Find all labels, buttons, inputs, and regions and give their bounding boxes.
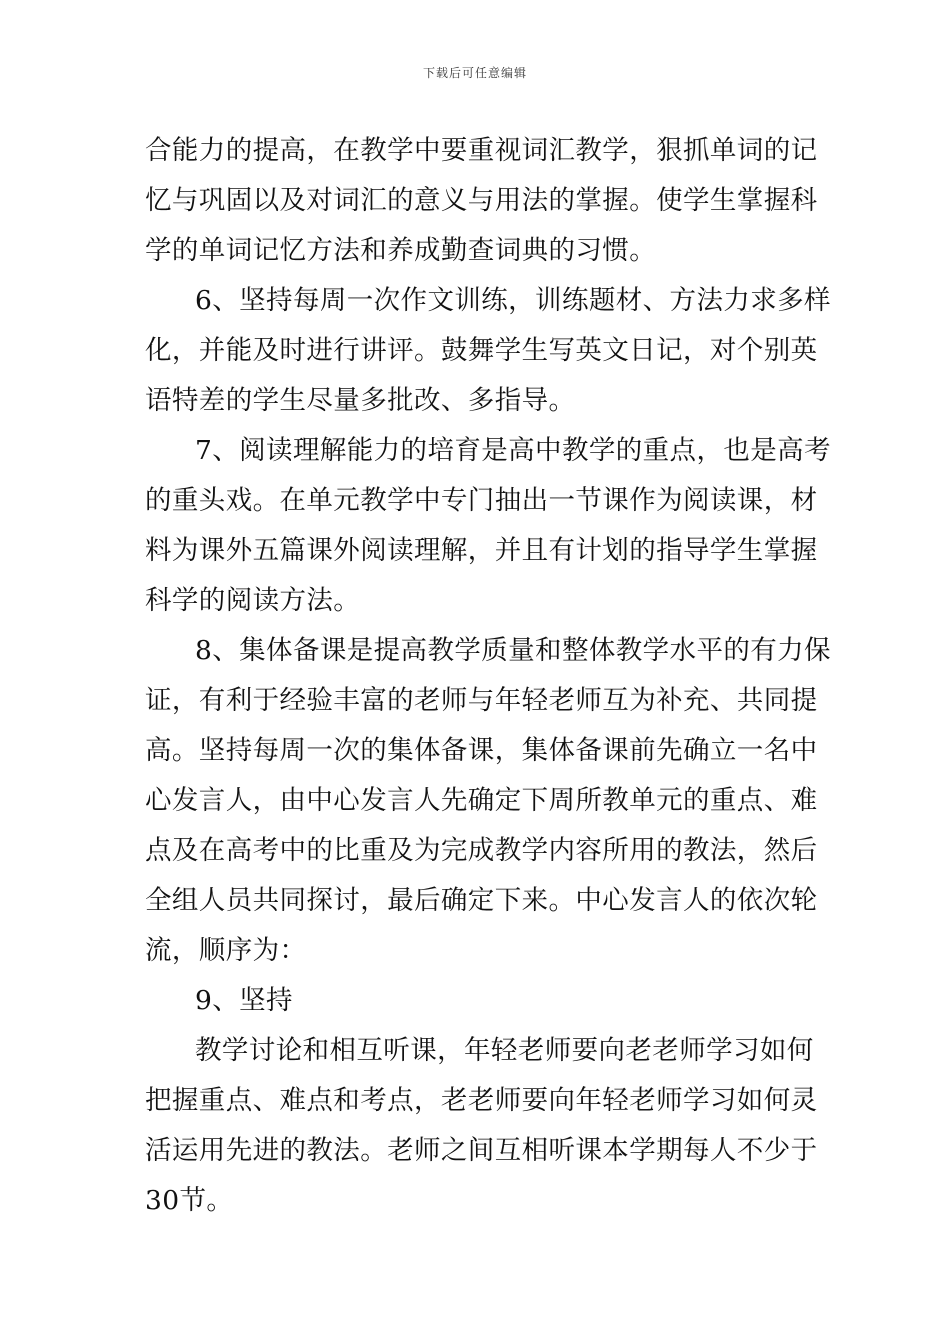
- text-line: 化，并能及时进行讲评。鼓舞学生写英文日记，对个别英: [145, 335, 818, 366]
- text-line: 料为课外五篇课外阅读理解，并且有计划的指导学生掌握: [145, 535, 818, 566]
- text-line: 学的单词记忆方法和养成勤查词典的习惯。: [145, 235, 657, 266]
- paragraph-item-6: 6、坚持每周一次作文训练，训练题材、方法力求多样: [195, 285, 831, 316]
- text-line: 点及在高考中的比重及为完成教学内容所用的教法，然后: [145, 835, 818, 866]
- text-line: 心发言人，由中心发言人先确定下周所教单元的重点、难: [145, 785, 818, 816]
- text-line: 的重头戏。在单元教学中专门抽出一节课作为阅读课，材: [145, 485, 818, 516]
- paragraph-item-7: 7、阅读理解能力的培育是高中教学的重点，也是高考: [195, 435, 831, 466]
- document-body: [145, 126, 831, 1226]
- text-line: 科学的阅读方法。: [145, 585, 361, 616]
- text-line: 证，有利于经验丰富的老师与年轻老师互为补充、共同提: [145, 685, 818, 716]
- text-line: 合能力的提高，在教学中要重视词汇教学，狠抓单词的记: [145, 135, 818, 166]
- paragraph-item-8: 8、集体备课是提高教学质量和整体教学水平的有力保: [195, 635, 831, 666]
- page-header: 下载后可任意编辑: [422, 66, 527, 80]
- paragraph-item-9: 9、坚持: [195, 985, 293, 1016]
- text-line: 活运用先进的教法。老师之间互相听课本学期每人不少于: [145, 1135, 818, 1166]
- paragraph-continuation: 教学讨论和相互听课，年轻老师要向老老师学习如何: [195, 1035, 814, 1066]
- text-line: 把握重点、难点和考点，老老师要向年轻老师学习如何灵: [145, 1085, 818, 1116]
- text-line: 流，顺序为：: [145, 935, 307, 966]
- text-line: 忆与巩固以及对词汇的意义与用法的掌握。使学生掌握科: [145, 185, 818, 216]
- text-line: 语特差的学生尽量多批改、多指导。: [145, 385, 576, 416]
- text-line: 全组人员共同探讨，最后确定下来。中心发言人的依次轮: [145, 885, 818, 916]
- text-line: 高。坚持每周一次的集体备课，集体备课前先确立一名中: [145, 735, 818, 766]
- text-line: 30节。: [145, 1185, 234, 1216]
